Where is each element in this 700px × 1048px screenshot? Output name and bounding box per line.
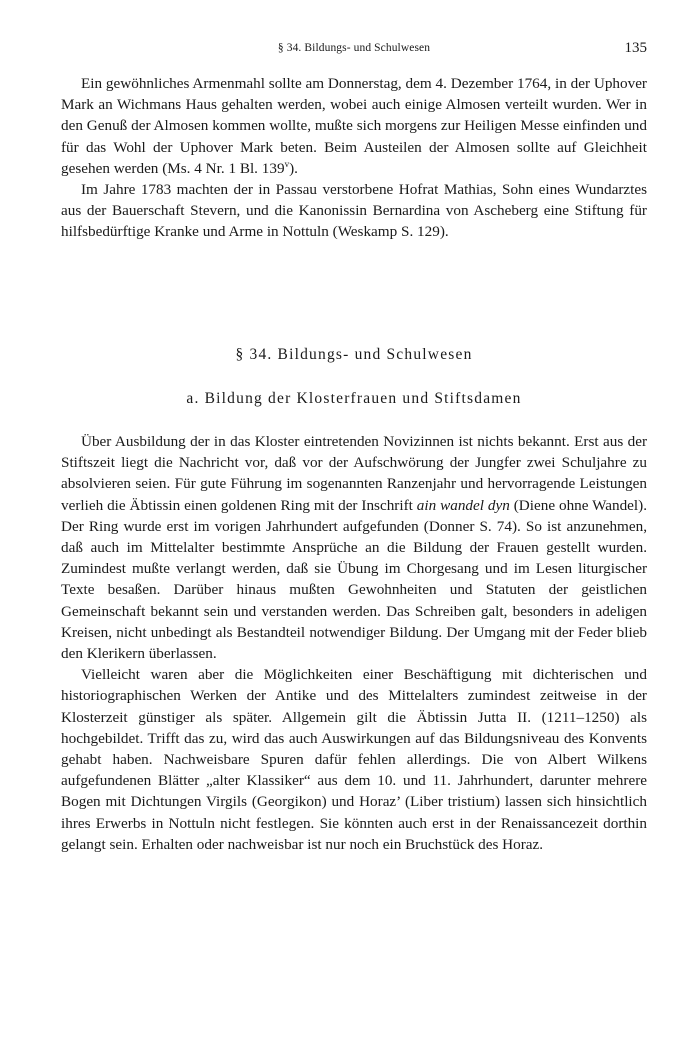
- page-number: 135: [624, 40, 647, 56]
- paragraph-text: Ein gewöhnliches Armenmahl sollte am Donnerstag, dem 4. Dezember 1764, in der Uphover Mark an Wichmans Haus gehalten werden, wobei auch einige Almosen verteilt wurden. Wer in den Genuß der Almosen kommen wollte, mußte sich morgens zur Heiligen Messe einfinden und für das Wohl der Uphover Mark beten. Beim Austeilen der Almosen sollte auf Gleichheit gesehen werden (Ms. 4 Nr. 1 Bl. 139: [61, 75, 647, 177]
- running-title: § 34. Bildungs- und Schulwesen: [277, 42, 431, 54]
- ring-inscription: ain wandel dyn: [416, 496, 510, 514]
- paragraph-text: ).: [289, 159, 298, 177]
- paragraph-text: Über Ausbildung der in das Kloster eintretenden Novizinnen ist nichts bekannt. Erst aus der Stiftszeit liegt die Nachricht vor, daß vor der Aufschwörung der Jungfer zwei Schuljahre zu absolvieren seien. Für gute Führung im sogenannten Ranzenjahr und hervorragende Leistungen verlieh die Äbtissin einen goldenen Ring mit der Inschrift: [61, 433, 647, 514]
- folio-verso-mark: v: [284, 158, 290, 169]
- top-text-block: [61, 73, 647, 243]
- paragraph-stiftung: Im Jahre 1783 machten der in Passau verstorbene Hofrat Mathias, Sohn eines Wundarztes aus der Bauerschaft Stevern, und die Kanonissin Bernardina von Ascheberg eine Stiftung für hilfsbedürftige Kranke und Arme in Nottuln (Weskamp S. 129).: [61, 181, 647, 241]
- lower-text-block: [61, 431, 647, 855]
- paragraph-text: (Diene ohne Wandel). Der Ring wurde erst im vorigen Jahrhundert aufgefunden (Donner S. 74). So ist anzunehmen, daß auch im Mittelalter bestimmte Ansprüche an die Bildung der Frauen gestellt wurden. Zumindest mußte verlangt werden, daß sie Übung im Chorgesang und im Lesen liturgischer Texte besaßen. Darüber hinaus mußten Gewohnheiten und Statuten der geistlichen Gemeinschaft bekannt sein und verstanden werden. Das Schreiben galt, besonders in adeligen Kreisen, nicht unbedingt als Bestandteil notwendiger Bildung. Der Umgang mit der Feder blieb den Klerikern überlassen.: [61, 496, 647, 663]
- paragraph-ausbildung: [61, 431, 647, 664]
- paragraph-moeglichkeiten: Vielleicht waren aber die Möglichkeiten einer Beschäftigung mit dichterischen und historiographischen Werken der Antike und des Mittelalters zumindest zeitweise in der Klosterzeit günstiger als später. Allgemein gilt die Äbtissin Jutta II. (1211–1250) als hochgebildet. Trifft das zu, wird das auch Auswirkungen auf das Bildungsniveau des Konvents gehabt haben. Nachweisbare Spuren dafür fehlen allerdings. Die von Albert Wilkens aufgefundenen Blätter „alter Klassiker“ aus dem 10. und 11. Jahrhundert, darunter mehrere Bogen mit Dichtungen Virgils (Georgikon) und Horaz’ (Liber tristium) lassen sich hinsichtlich ihres Erwerbs in Nottuln nicht festlegen. Sie könnten auch erst in der Renaissancezeit dorthin gelangt sein. Erhalten oder nachweisbar ist nur noch ein Bruchstück des Horaz.: [61, 666, 647, 853]
- paragraph-armenmahl: [61, 73, 647, 179]
- running-head: [61, 40, 647, 60]
- section-heading: § 34. Bildungs- und Schulwesen: [235, 346, 473, 363]
- section-subheading: a. Bildung der Klosterfrauen und Stiftsdamen: [186, 390, 522, 407]
